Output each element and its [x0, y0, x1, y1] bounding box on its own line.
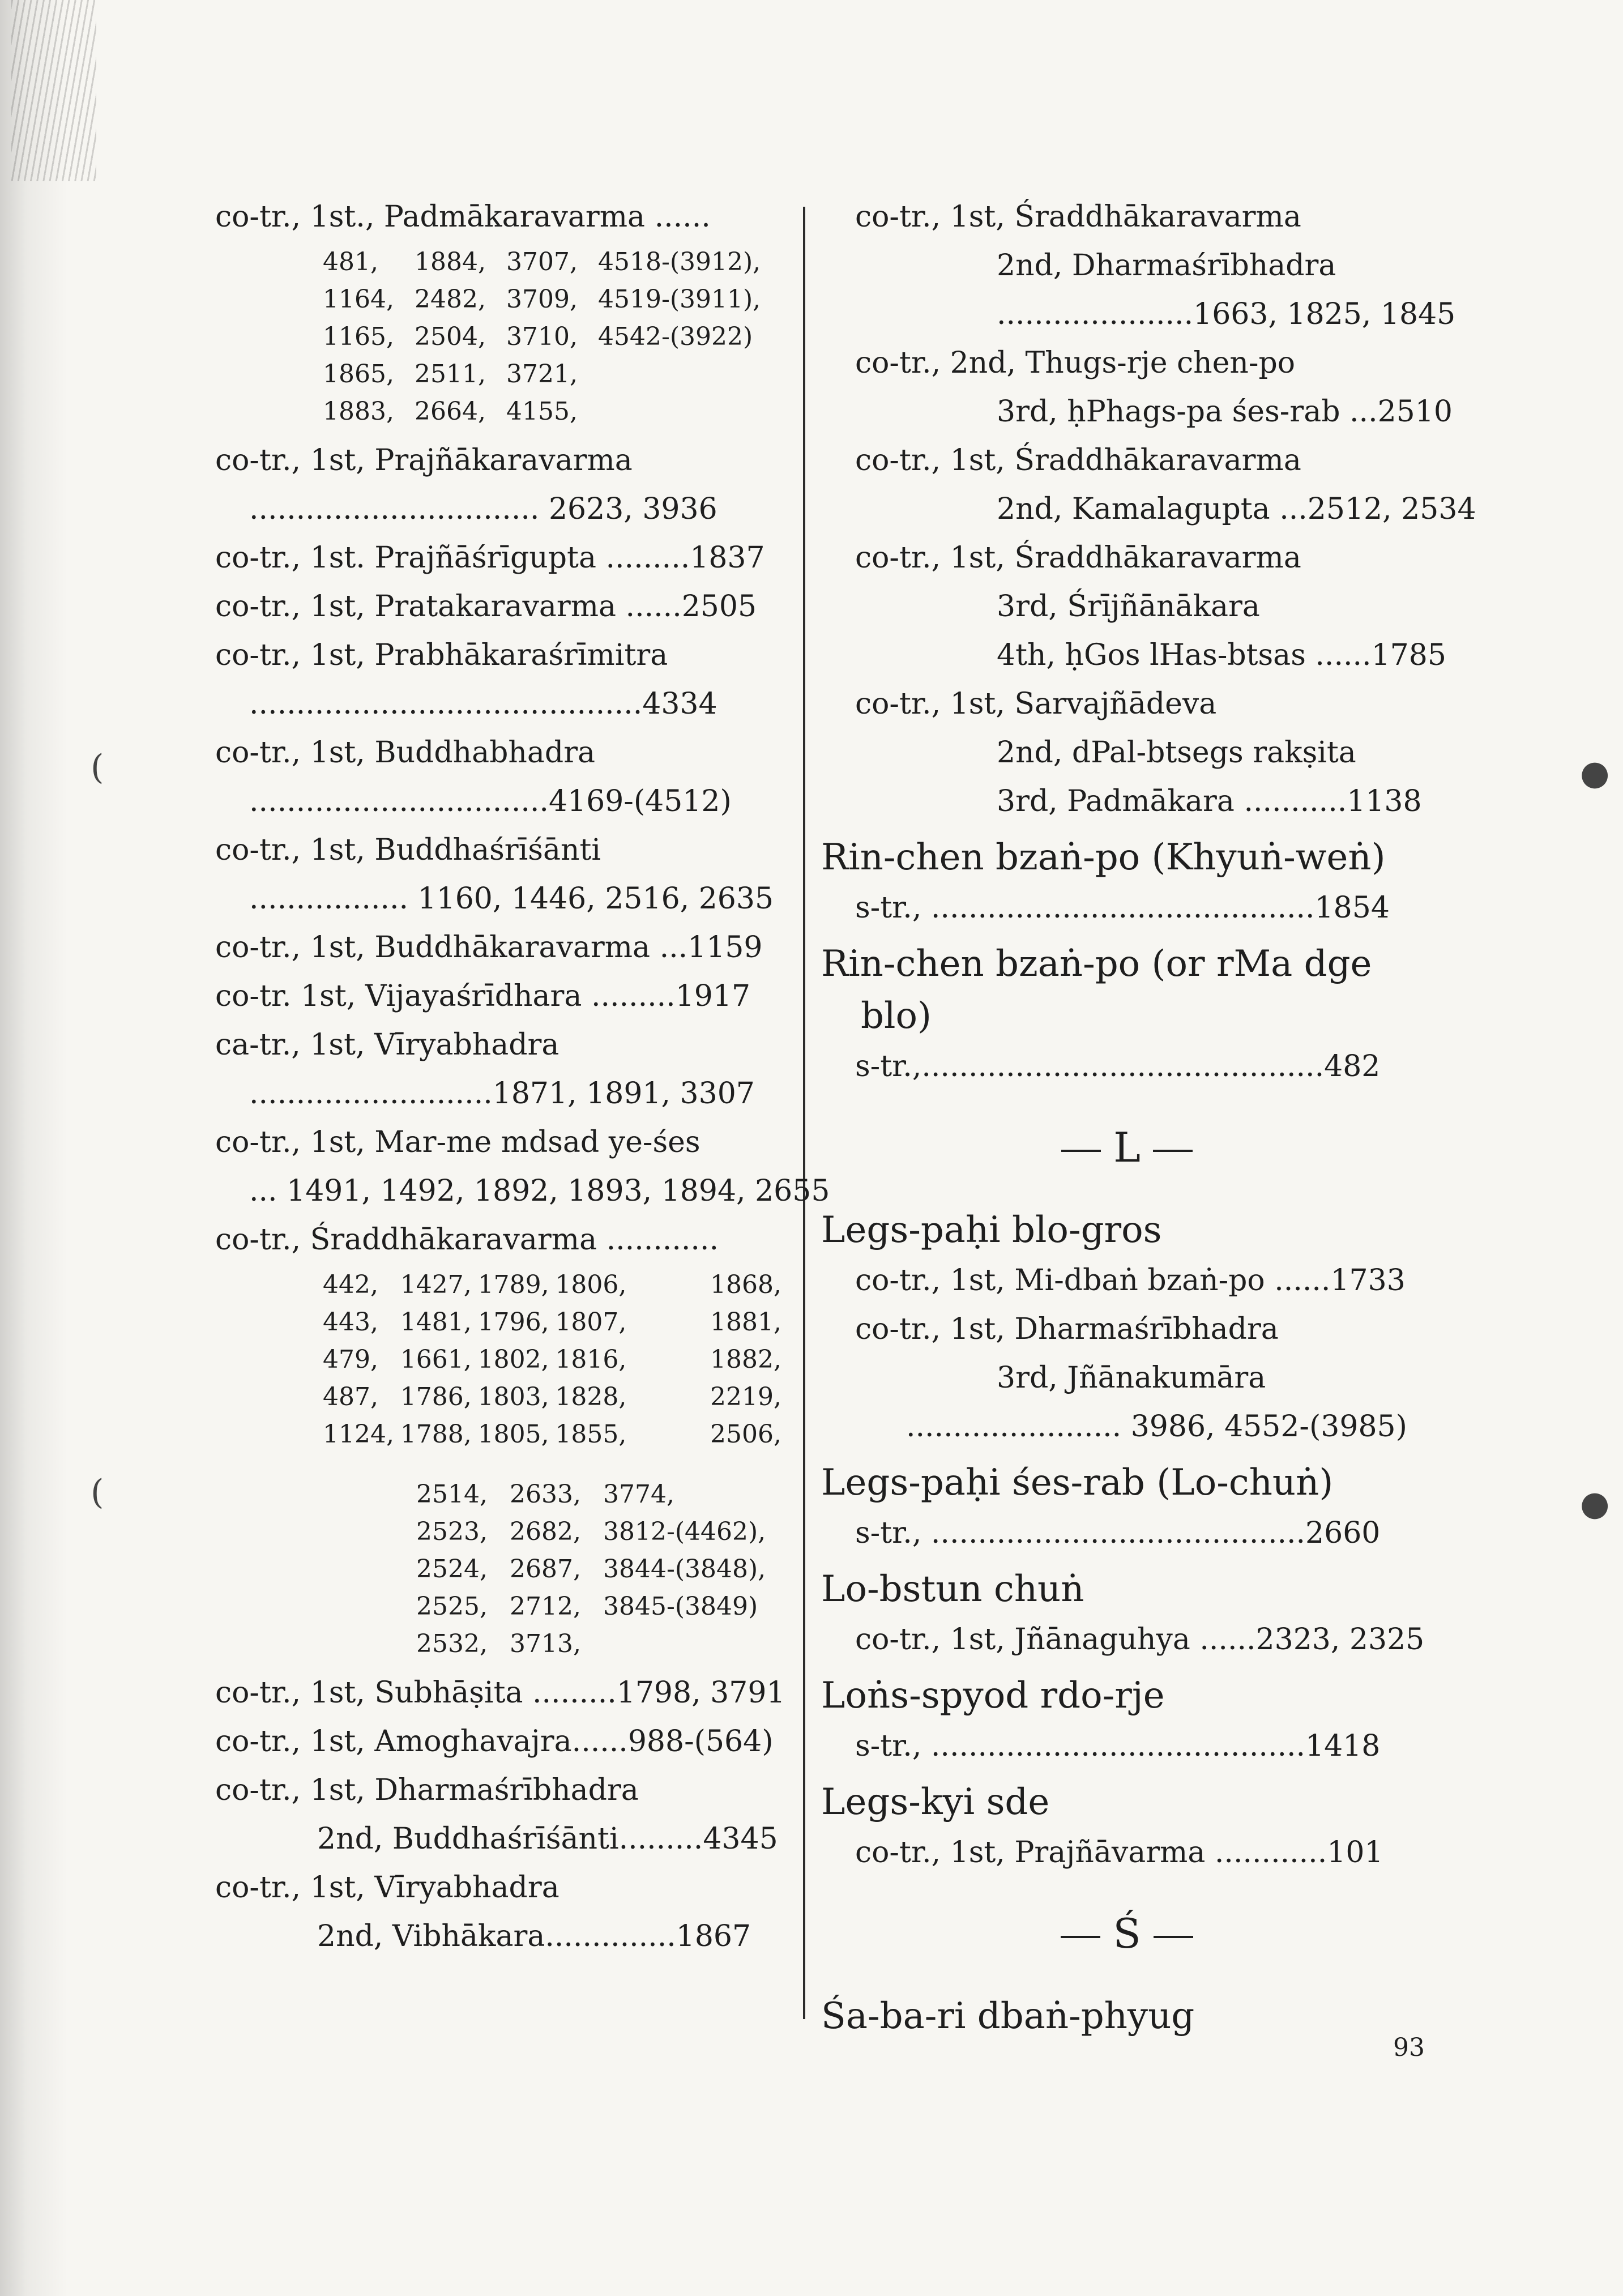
entry-number — [603, 1625, 697, 1663]
left-column — [215, 193, 830, 1961]
entry-number: 1855, — [555, 1420, 627, 1449]
index-line: ............................... 2623, 3936 — [249, 492, 717, 526]
entry-number: 1882, — [710, 1345, 782, 1374]
number-block — [215, 244, 781, 430]
number-row — [323, 393, 781, 430]
index-line: co-tr., 1st, Subhāṣita .........1798, 3791 — [215, 1676, 785, 1710]
entry-number: 1789, — [477, 1270, 549, 1299]
entry-number: 1661, — [400, 1345, 472, 1374]
index-line: co-tr., 1st, Vīryabhadra — [215, 1871, 559, 1905]
index-line: co-tr., 1st, Śraddhākaravarma — [855, 443, 1301, 477]
entry-number: 1884, — [415, 247, 486, 276]
entry-number: 2511, — [415, 360, 486, 389]
entry-number: 1165, — [323, 322, 394, 351]
entry-number: 3709, — [506, 285, 578, 314]
entry-number: 1806, — [555, 1270, 627, 1299]
entry-number — [598, 393, 781, 430]
number-row — [416, 1513, 781, 1551]
index-line: co-tr., 1st, Buddhaśrīśānti — [215, 833, 601, 867]
index-line: 3rd, Śrījñānākara — [997, 590, 1260, 624]
number-row — [323, 1416, 781, 1453]
entry-number: 2664, — [415, 397, 486, 426]
number-row — [323, 356, 781, 393]
entry-number: 3710, — [506, 322, 578, 351]
entry-number: 3844-(3848), — [603, 1555, 766, 1584]
index-line: ..........................1871, 1891, 3307 — [249, 1077, 755, 1111]
margin-mark: ( — [91, 1473, 104, 1512]
entry-number: 3721, — [506, 360, 578, 389]
index-line: ca-tr., 1st, Vīryabhadra — [215, 1028, 559, 1062]
index-line: 3rd, Jñānakumāra — [997, 1361, 1266, 1395]
index-line: co-tr., 1st, Jñānaguhya ......2323, 2325 — [855, 1623, 1425, 1657]
entry-number: 2633, — [510, 1480, 581, 1509]
index-line: co-tr., Śraddhākaravarma ............ — [215, 1223, 719, 1257]
index-line: s-tr., ........................................1418 — [855, 1729, 1381, 1763]
index-line: co-tr., 1st, Prajñākaravarma — [215, 443, 633, 477]
index-line: co-tr., 1st, Buddhabhadra — [215, 736, 596, 770]
entry-number: 2524, — [416, 1555, 488, 1584]
index-line: co-tr., 1st, Pratakaravarma ......2505 — [215, 590, 757, 624]
scan-shadow-edge — [0, 0, 68, 2296]
entry-number: 3845-(3849) — [603, 1592, 758, 1621]
section-letter-heading — [821, 1900, 1433, 1968]
index-line: 3rd, ḥPhags-pa śes-rab ...2510 — [997, 395, 1453, 429]
entry-number: 1796, — [477, 1308, 549, 1337]
index-line: s-tr., ........................................2660 — [855, 1516, 1381, 1550]
entry-number: 2532, — [416, 1629, 488, 1658]
entry-number: 1807, — [555, 1308, 627, 1337]
entry-number: 443, — [323, 1308, 378, 1337]
entry-number: 1802, — [477, 1345, 549, 1374]
entry-number: 3713, — [510, 1629, 581, 1658]
index-line: co-tr. 1st, Vijayaśrīdhara .........1917 — [215, 979, 751, 1013]
number-row — [416, 1625, 781, 1663]
entry-number: 3812-(4462), — [603, 1517, 766, 1546]
entry-number: 1124, — [323, 1420, 394, 1449]
index-line: co-tr., 1st, Amoghavajra......988-(564) — [215, 1725, 774, 1759]
index-line: co-tr., 1st. Prajñāśrīgupta .........1837 — [215, 541, 765, 575]
entry-number: 2514, — [416, 1480, 488, 1509]
entry-heading: Legs-paḥi blo-gros — [821, 1209, 1162, 1251]
entry-number: 2504, — [415, 322, 486, 351]
column-divider — [803, 207, 805, 2019]
entry-number — [598, 356, 781, 393]
entry-number: 1865, — [323, 360, 394, 389]
number-row — [323, 1341, 781, 1379]
page-number: 93 — [1393, 2033, 1425, 2062]
entry-number: 1816, — [555, 1345, 627, 1374]
index-line: co-tr., 1st, Buddhākaravarma ...1159 — [215, 931, 763, 965]
index-line: co-tr., 2nd, Thugs-rje chen-po — [855, 346, 1296, 380]
entry-number: 479, — [323, 1345, 378, 1374]
index-line: co-tr., 1st, Mi-dbaṅ bzaṅ-po ......1733 — [855, 1264, 1406, 1298]
entry-number: 3707, — [506, 247, 578, 276]
index-line: ................. 1160, 1446, 2516, 2635 — [249, 882, 774, 916]
index-line: ....................... 3986, 4552-(3985) — [906, 1410, 1407, 1444]
entry-number: 2219, — [710, 1382, 782, 1411]
entry-number: 2506, — [710, 1420, 782, 1449]
entry-number: 4155, — [506, 397, 578, 426]
number-row — [416, 1588, 781, 1625]
section-letter-heading — [821, 1113, 1433, 1181]
dash-right — [1154, 1936, 1193, 1938]
entry-heading-continued: blo) — [861, 995, 932, 1037]
index-line: co-tr., 1st, Mar-me mdsad ye-śes — [215, 1125, 701, 1159]
entry-number: 2712, — [510, 1592, 581, 1621]
dash-left — [1061, 1150, 1101, 1152]
entry-number: 1788, — [400, 1420, 472, 1449]
entry-heading: Lo-bstun chuṅ — [821, 1568, 1084, 1610]
index-line: s-tr., .........................................1854 — [855, 891, 1390, 925]
scan-artifact — [11, 0, 96, 181]
index-line: co-tr., 1st, Śraddhākaravarma — [855, 541, 1301, 575]
index-line: 2nd, Vibhākara..............1867 — [317, 1919, 751, 1953]
index-line: 2nd, Kamalagupta ...2512, 2534 — [997, 492, 1476, 526]
index-line: .....................1663, 1825, 1845 — [997, 297, 1456, 331]
entry-number: 1427, — [400, 1270, 472, 1299]
number-row — [323, 318, 781, 356]
entry-number: 4518-(3912), — [598, 247, 761, 276]
number-row — [323, 1266, 781, 1304]
entry-heading: Rin-chen bzaṅ-po (Khyuṅ-weṅ) — [821, 837, 1386, 878]
entry-number: 1805, — [477, 1420, 549, 1449]
number-row — [416, 1476, 781, 1513]
entry-number: 1883, — [323, 397, 394, 426]
index-line: co-tr., 1st, Prabhākaraśrīmitra — [215, 638, 668, 672]
index-line: ... 1491, 1492, 1892, 1893, 1894, 2655 — [249, 1174, 830, 1208]
index-line: 3rd, Padmākara ...........1138 — [997, 784, 1422, 818]
entry-number: 1481, — [400, 1308, 472, 1337]
index-line: co-tr., 1st, Dharmaśrībhadra — [855, 1312, 1279, 1346]
index-line: s-tr.,...........................................482 — [855, 1049, 1381, 1083]
number-row — [323, 1304, 781, 1341]
entry-number: 481, — [323, 247, 378, 276]
index-line: ..........................................4334 — [249, 687, 717, 721]
number-row — [323, 244, 781, 281]
dash-right — [1153, 1150, 1193, 1152]
entry-number: 4542-(3922) — [598, 322, 753, 351]
entry-number: 1828, — [555, 1382, 627, 1411]
entry-heading: Legs-paḥi śes-rab (Lo-chuṅ) — [821, 1462, 1334, 1504]
entry-number: 2523, — [416, 1517, 488, 1546]
number-block — [215, 1266, 781, 1453]
entry-number: 487, — [323, 1382, 378, 1411]
entry-number: 4519-(3911), — [598, 285, 761, 314]
entry-number: 1881, — [710, 1308, 782, 1337]
entry-number: 2525, — [416, 1592, 488, 1621]
margin-mark: ● — [1580, 1484, 1610, 1523]
entry-heading: Śa-ba-ri dbaṅ-phyug — [821, 1995, 1195, 2037]
index-line: co-tr., 1st., Padmākaravarma ...... — [215, 200, 711, 234]
entry-heading: Rin-chen bzaṅ-po (or rMa dge — [821, 943, 1372, 985]
index-line: co-tr., 1st, Sarvajñādeva — [855, 687, 1217, 721]
entry-number: 1868, — [710, 1270, 782, 1299]
right-column — [821, 193, 1476, 2042]
entry-heading: Loṅs-spyod rdo-rje — [821, 1675, 1165, 1717]
index-line: 4th, ḥGos lHas-btsas ......1785 — [997, 638, 1446, 672]
index-line: 2nd, Dharmaśrībhadra — [997, 249, 1336, 283]
entry-number: 2687, — [510, 1555, 581, 1584]
index-line: ................................4169-(4512) — [249, 784, 732, 818]
entry-number: 1786, — [400, 1382, 472, 1411]
number-row — [323, 281, 781, 318]
number-row — [416, 1551, 781, 1588]
entry-number: 3774, — [603, 1480, 674, 1509]
entry-number: 1803, — [477, 1382, 549, 1411]
dash-left — [1061, 1936, 1100, 1938]
section-letter: L — [1113, 1124, 1141, 1171]
number-row — [323, 1379, 781, 1416]
index-line: 2nd, dPal-btsegs rakṣita — [997, 736, 1356, 770]
margin-mark: ● — [1580, 753, 1610, 793]
entry-number: 1164, — [323, 285, 394, 314]
entry-number: 442, — [323, 1270, 378, 1299]
index-line: co-tr., 1st, Śraddhākaravarma — [855, 200, 1301, 234]
index-line: co-tr., 1st, Dharmaśrībhadra — [215, 1773, 639, 1807]
section-letter: Ś — [1113, 1910, 1141, 1957]
entry-number: 2482, — [415, 285, 486, 314]
index-line: 2nd, Buddhaśrīśānti.........4345 — [317, 1822, 778, 1856]
number-block — [215, 1476, 781, 1663]
index-line: co-tr., 1st, Prajñāvarma ............101 — [855, 1836, 1383, 1870]
margin-mark: ( — [91, 748, 104, 787]
entry-heading: Legs-kyi sde — [821, 1781, 1050, 1823]
entry-number: 2682, — [510, 1517, 581, 1546]
